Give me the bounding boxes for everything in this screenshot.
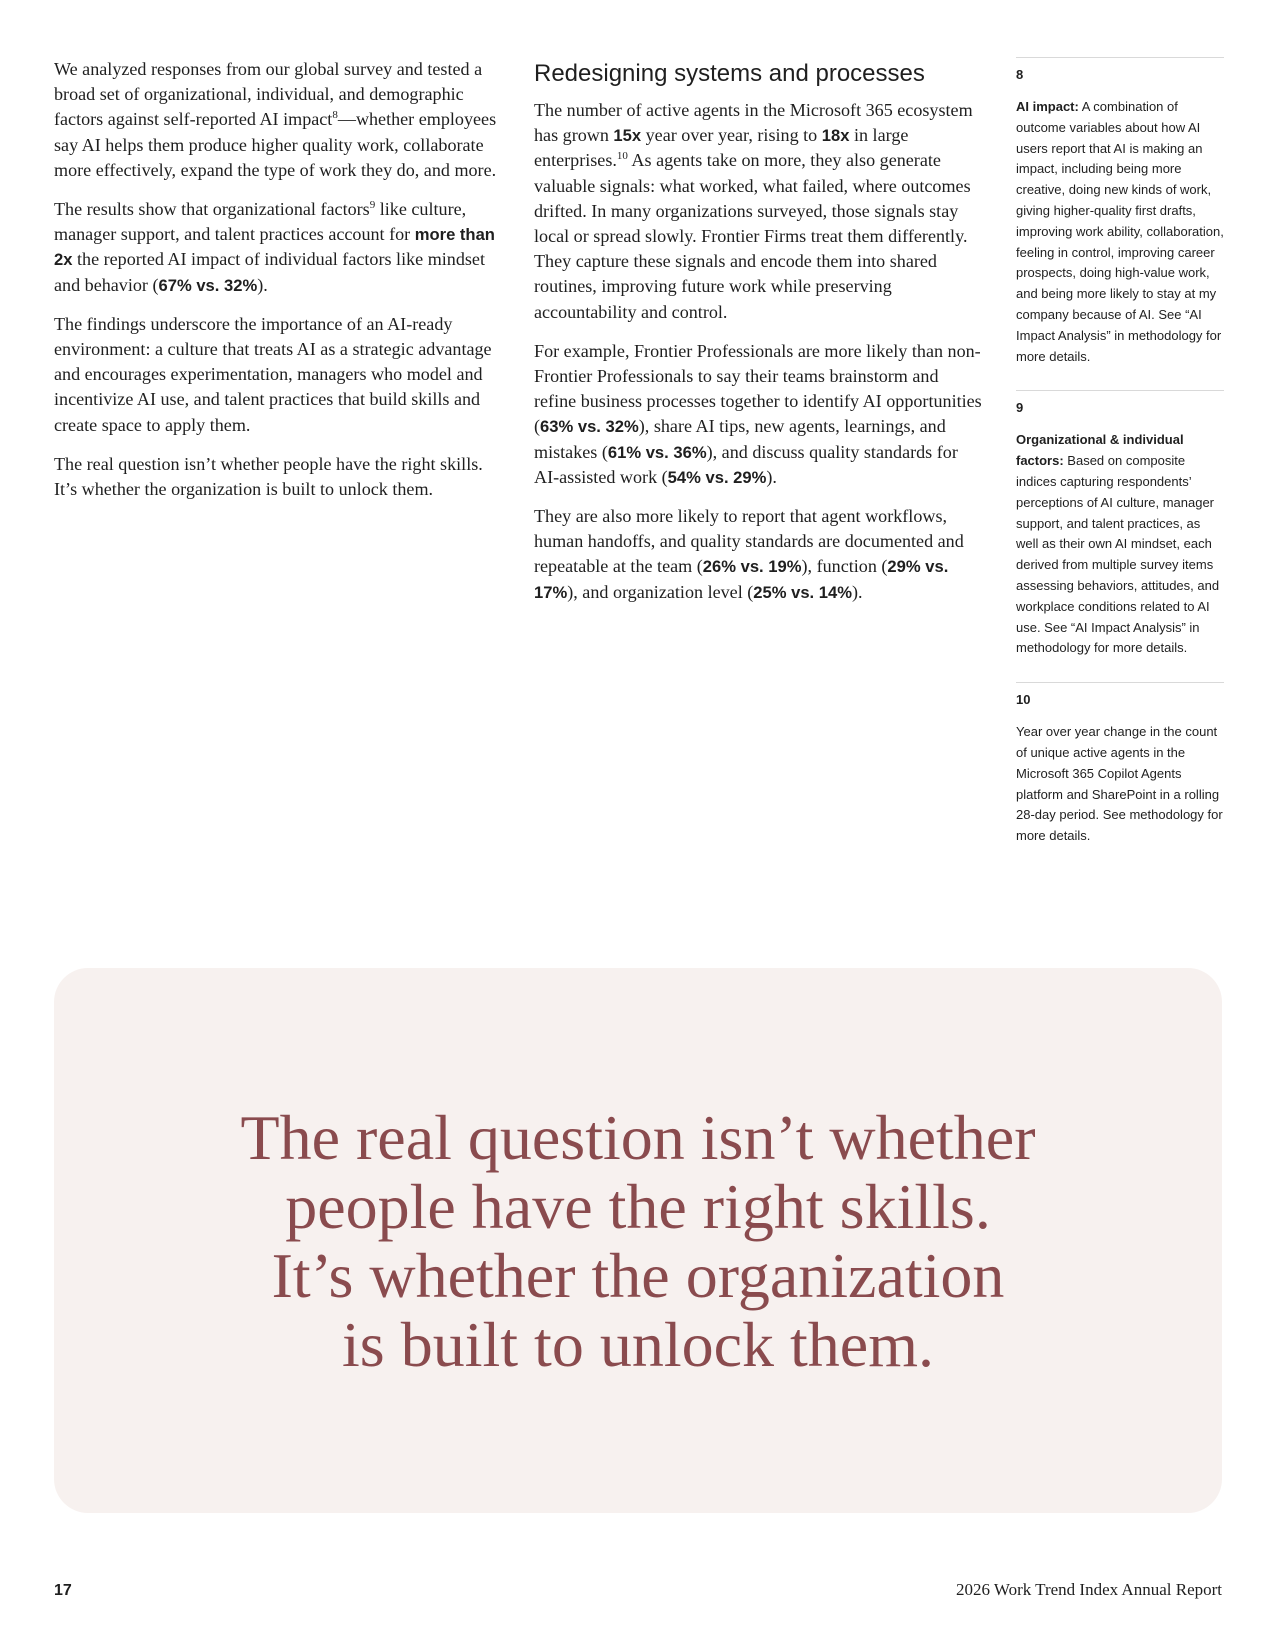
pull-quote-line: is built to unlock them. [342,1308,934,1380]
bold-stat: 63% vs. 32% [540,417,639,437]
footnote-term: Organizational & individual factors: [1016,432,1184,469]
footnote-number: 10 [1016,692,1031,708]
left-paragraph-1 [54,57,504,183]
middle-paragraph-3 [534,504,984,605]
text-run: ), share AI tips, new agents, learnings, and mistakes ( [534,416,946,462]
text-run: ). [852,581,863,602]
pull-quote [138,1103,1138,1379]
footnotes-column [1016,57,1224,870]
footnote-text [1016,722,1224,847]
middle-paragraph-1 [534,98,984,325]
footnote-body: A combination of outcome variables about how AI users report that AI is making an impact, including being more creative, doing new kinds of work, giving higher-quality first drafts, improving work ability, collaboration, feeling in control, improving career prospects, doing high-value work, and being more likely to stay at my company because of AI. See “AI Impact Analysis” in methodology for more details. [1016,99,1224,364]
middle-paragraph-2 [534,339,984,490]
bold-stat: 29% vs. 17% [534,557,949,602]
footnote-term: AI impact: [1016,99,1079,114]
footnote-ref-8[interactable]: 8 [332,109,338,122]
left-paragraph-4: The real question isn’t whether people have the right skills. It’s whether the organization is built to unlock them. [54,453,483,500]
pull-quote-box [54,968,1222,1513]
footnote-text [1016,97,1224,367]
text-run: the reported AI impact of individual factors like mindset and behavior ( [54,249,485,295]
text-run: ). [257,274,268,295]
footnote-8 [1016,57,1224,367]
text-run: like culture, manager support, and talent practices account for [54,199,467,245]
footnote-9 [1016,390,1224,659]
footnote-number: 9 [1016,400,1024,416]
bold-stat: 26% vs. 19% [702,557,802,577]
text-run: ), and organization level ( [567,581,754,602]
bold-stat: 67% vs. 32% [158,275,258,295]
footnote-text [1016,430,1224,659]
footnote-ref-10[interactable]: 10 [616,150,628,163]
text-run: They are also more likely to report that agent workflows, human handoffs, and quality standards are documented and repeatable at the team ( [534,506,964,577]
text-run: —whether employees say AI helps them produce higher quality work, collaborate more effectively, expand the type of work they do, and more. [54,109,497,180]
footnote-ref-9[interactable]: 9 [369,198,376,211]
text-run: As agents take on more, they also generate valuable signals: what worked, what failed, where outcomes drifted. In many organizations surveyed, those signals stay local or spread slowly. Frontier Firms treat them differently. They capture these signals and encode them into shared routines, improving future work while preserving accountability and control. [534,150,971,322]
middle-column [534,57,984,619]
footnote-number: 8 [1016,67,1024,82]
footnote-10 [1016,682,1224,847]
left-paragraph-2 [54,197,504,298]
report-title: 2026 Work Trend Index Annual Report [955,1580,1222,1599]
footnote-body: Based on composite indices capturing respondents’ perceptions of AI culture, manager support, and talent practices, as well as their own AI mindset, each derived from multiple survey items assessing behaviors, attitudes, and workplace conditions related to AI use. See “AI Impact Analysis” in methodology for more details. [1016,453,1220,656]
bold-stat: 15x [613,126,642,146]
text-run: year over year, rising to [641,125,822,146]
text-run: The results show that organizational factors [54,199,370,220]
bold-stat: 18x [821,126,850,146]
bold-stat: 54% vs. 29% [667,467,767,487]
left-column [54,57,504,516]
text-run: ). [766,466,777,487]
pull-quote-line: people have the right skills. [285,1170,991,1242]
pull-quote-line: It’s whether the organization [271,1239,1005,1311]
text-run: We analyzed responses from our global survey and tested a broad set of organizational, individual, and demographic factors against self-reported AI impact [54,59,483,130]
footnote-body: Year over year change in the count of unique active agents in the Microsoft 365 Copilot Agents platform and SharePoint in a rolling 28-day period. See methodology for more details. [1016,724,1223,844]
bold-stat: more than 2x [54,225,495,270]
text-run: For example, Frontier Professionals are more likely than non-Frontier Professionals to say their teams brainstorm and refine business processes together to identify AI opportunities ( [534,340,982,437]
left-paragraph-3: The findings underscore the importance of an AI-ready environment: a culture that treats AI as a strategic advantage and encourages experimentation, managers who model and incentivize AI use, and talent practices that build skills and create space to apply them. [54,313,492,435]
page-number: 17 [54,1582,72,1599]
bold-stat: 61% vs. 36% [607,442,707,462]
section-heading: Redesigning systems and processes [534,60,925,87]
bold-stat: 25% vs. 14% [753,582,852,602]
text-run: ), and discuss quality standards for AI-assisted work ( [534,441,958,487]
pull-quote-line: The real question isn’t whether [240,1101,1036,1173]
text-run: ), function ( [801,556,888,577]
text-run: in large enterprises. [534,125,909,171]
text-run: The number of active agents in the Microsoft 365 ecosystem has grown [534,100,973,146]
